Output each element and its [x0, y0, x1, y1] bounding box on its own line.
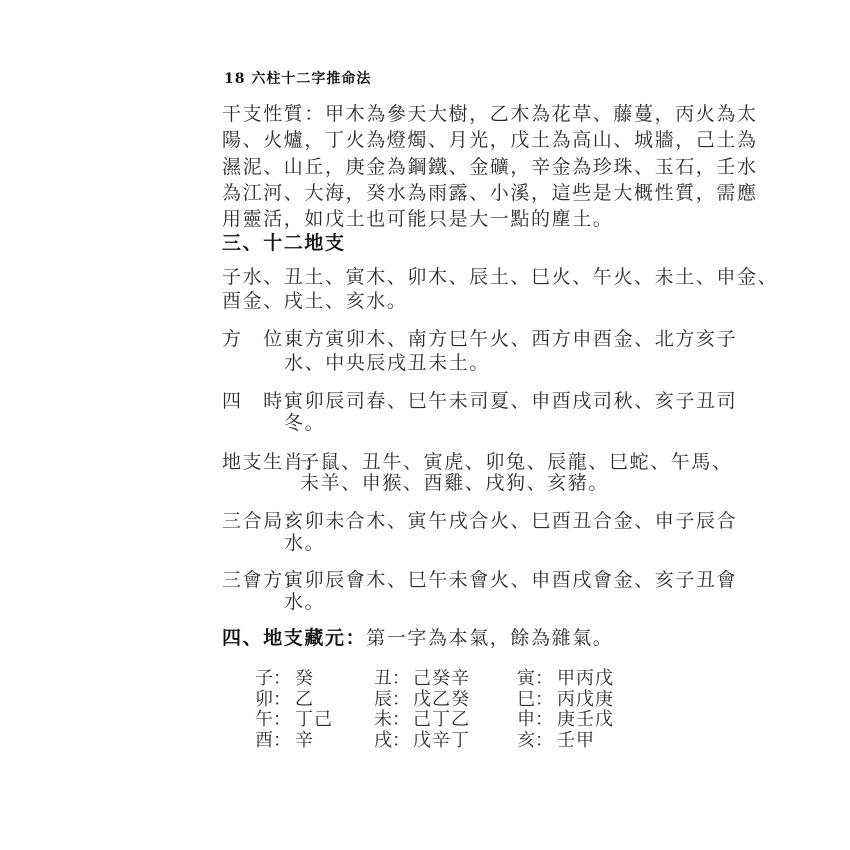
text-line: 子水、丑土、寅木、卯木、辰土、巳火、午火、未土、申金、 [222, 266, 779, 288]
text-line: 為江河、大海，癸水為雨露、小溪，這些是大概性質，需應 [222, 182, 758, 204]
colon: ： [392, 668, 411, 689]
branch-label: 酉 [255, 730, 274, 751]
book-title: 六柱十二字推命法 [251, 71, 372, 87]
colon: ： [535, 709, 554, 730]
hidden-stems: 乙 [295, 689, 314, 710]
text-line: 寅卯辰會木、巳午未會火、申酉戌會金、亥子丑會 [284, 569, 738, 591]
colon: ： [273, 668, 292, 689]
colon: ： [392, 730, 411, 751]
colon: ： [273, 709, 292, 730]
colon: ： [392, 689, 411, 710]
branch-label: 丑 [374, 668, 393, 689]
hidden-stems: 癸 [295, 668, 314, 689]
hidden-stems: 己丁乙 [413, 709, 470, 730]
item-label: 四 時： [222, 390, 305, 412]
text-line: 東方寅卯木、南方巳午火、西方申酉金、北方亥子 [284, 328, 738, 350]
branch-label: 亥 [517, 730, 536, 751]
colon: ： [273, 730, 292, 751]
text-line: 水、中央辰戌丑未土。 [284, 352, 491, 374]
text-line: 寅卯辰司春、巳午未司夏、申酉戌司秋、亥子丑司 [284, 390, 738, 412]
hidden-stems: 丙戊庚 [557, 689, 614, 710]
text-line: 水。 [284, 532, 326, 554]
item-label: 地支生肖： [222, 451, 326, 473]
text-line: 亥卯未合木、寅午戌合火、巳酉丑合金、申子辰合 [284, 510, 738, 532]
section-subtitle: 第一字為本氣，餘為雜氣。 [366, 627, 614, 649]
section-heading: 四、地支藏元： [222, 627, 367, 649]
hidden-stems: 丁己 [295, 709, 333, 730]
colon: ： [535, 730, 554, 751]
section-heading: 三、十二地支 [222, 232, 346, 254]
branch-label: 辰 [374, 689, 393, 710]
item-label: 方 位： [222, 328, 305, 350]
hidden-stems: 戊辛丁 [413, 730, 470, 751]
colon: ： [535, 689, 554, 710]
branch-label: 巳 [517, 689, 536, 710]
branch-label: 卯 [255, 689, 274, 710]
text-line: 酉金、戌土、亥水。 [222, 290, 408, 312]
colon: ： [535, 668, 554, 689]
hidden-stems: 戊乙癸 [413, 689, 470, 710]
text-line: 冬。 [284, 412, 326, 434]
section-heading-line [222, 627, 613, 649]
text-line: 未羊、申猴、酉雞、戌狗、亥豬。 [300, 472, 610, 494]
branch-label: 申 [517, 709, 536, 730]
text-line: 陽、火爐，丁火為燈燭、月光，戊土為高山、城牆，己土為 [222, 129, 758, 151]
branch-label: 午 [255, 709, 274, 730]
hidden-stems: 甲丙戊 [557, 668, 614, 689]
hidden-stems: 庚壬戊 [557, 709, 614, 730]
item-label: 三會方： [222, 569, 305, 591]
text-line: 子鼠、丑牛、寅虎、卯兔、辰龍、巳蛇、午馬、 [300, 451, 733, 473]
text-line: 干支性質：甲木為參天大樹，乙木為花草、藤蔓，丙火為太 [222, 103, 758, 125]
branch-label: 未 [374, 709, 393, 730]
colon: ： [273, 689, 292, 710]
hidden-stems: 己癸辛 [413, 668, 470, 689]
running-header [224, 68, 371, 88]
hidden-stems: 壬甲 [557, 730, 595, 751]
item-label: 三合局： [222, 510, 305, 532]
page-number: 18 [224, 71, 246, 87]
text-line: 用靈活，如戊土也可能只是大一點的塵土。 [222, 208, 614, 230]
text-line: 濕泥、山丘，庚金為鋼鐵、金礦，辛金為珍珠、玉石，壬水 [222, 156, 758, 178]
branch-label: 寅 [517, 668, 536, 689]
hidden-stems: 辛 [295, 730, 314, 751]
branch-label: 戌 [374, 730, 393, 751]
text-line: 水。 [284, 591, 326, 613]
colon: ： [392, 709, 411, 730]
branch-label: 子 [255, 668, 274, 689]
